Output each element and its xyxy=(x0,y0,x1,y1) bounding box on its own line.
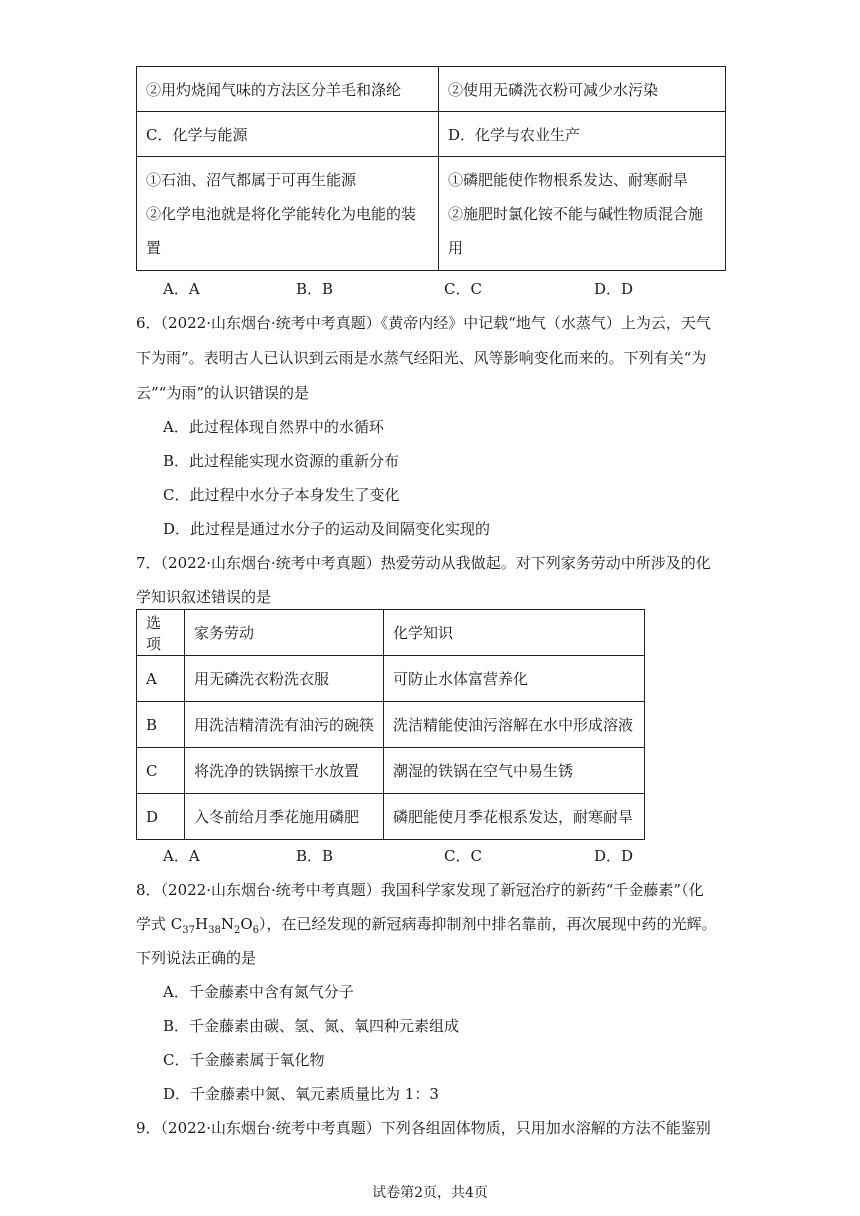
q7-row-d-housework: 入冬前给月季花施用磷肥 xyxy=(185,794,384,840)
q7-row-a-housework: 用无磷洗衣粉洗衣服 xyxy=(185,656,384,702)
q8-sub-o: 6 xyxy=(252,925,259,936)
q8-formula-n: N xyxy=(220,915,234,933)
q8-option-c: C．千金藤素属于氧化物 xyxy=(163,1051,325,1069)
q6-stem-line2: 下为雨”。表明古人已认识到云雨是水蒸气经阳光、风等影响变化而来的。下列有关“为 xyxy=(136,349,707,367)
q7-row-d-chemistry: 磷肥能使月季花根系发达，耐寒耐旱 xyxy=(384,794,645,840)
q5-option-c: C．C xyxy=(444,280,482,298)
q7-row-c-chemistry: 潮湿的铁锅在空气中易生锈 xyxy=(384,748,645,794)
q8-stem-line1: 8．（2022·山东烟台·统考中考真题）我国科学家发现了新冠治疗的新药“千金藤素”（化 xyxy=(136,881,704,899)
q7-stem-line1: 7．（2022·山东烟台·统考中考真题）热爱劳动从我做起。对下列家务劳动中所涉及的化 xyxy=(136,554,711,572)
table-row xyxy=(137,656,645,702)
q7-row-c-housework: 将洗净的铁锅擦干水放置 xyxy=(185,748,384,794)
q8-formula-prefix: 学式 C xyxy=(136,915,183,933)
q7-row-c-label: C xyxy=(137,748,185,794)
q5-row3-right-line1: ①磷肥能使作物根系发达、耐寒耐旱 xyxy=(448,170,689,189)
q8-stem-line3: 下列说法正确的是 xyxy=(136,949,257,967)
q5-row3-left xyxy=(137,157,439,271)
q7-header-chemistry: 化学知识 xyxy=(384,610,645,656)
q5-row1-right: ②使用无磷洗衣粉可减少水污染 xyxy=(439,67,726,112)
q5-row3-right-line2: ②施肥时氯化铵不能与碱性物质混合施 xyxy=(448,204,704,223)
q8-option-a: A．千金藤素中含有氮气分子 xyxy=(163,983,354,1001)
q5-row2-right: D．化学与农业生产 xyxy=(439,112,726,157)
q6-stem-line1: 6．（2022·山东烟台·统考中考真题）《黄帝内经》中记载“地气（水蒸气）上为云，天气 xyxy=(136,314,711,332)
q5-row3-right xyxy=(439,157,726,271)
q7-table xyxy=(136,609,645,840)
q7-row-d-label: D xyxy=(137,794,185,840)
q7-row-a-label: A xyxy=(137,656,185,702)
q7-header-option: 选项 xyxy=(137,610,185,656)
q7-option-a: A．A xyxy=(163,847,200,865)
q6-option-a: A．此过程体现自然界中的水循环 xyxy=(163,418,384,436)
q5-row1-left: ②用灼烧闻气味的方法区分羊毛和涤纶 xyxy=(137,67,439,112)
q5-row3-left-line3: 置 xyxy=(146,238,162,257)
q7-stem-line2: 学知识叙述错误的是 xyxy=(136,588,272,606)
q7-row-a-chemistry: 可防止水体富营养化 xyxy=(384,656,645,702)
q5-option-a: A．A xyxy=(163,280,200,298)
table-row xyxy=(137,794,645,840)
q8-option-d: D．千金藤素中氮、氧元素质量比为 1：3 xyxy=(163,1085,439,1103)
q8-formula-o: O xyxy=(240,915,253,933)
q6-option-b: B．此过程能实现水资源的重新分布 xyxy=(163,452,400,470)
q7-header-housework: 家务劳动 xyxy=(185,610,384,656)
q5-row3-left-line1: ①石油、沼气都属于可再生能源 xyxy=(146,170,357,189)
q5-table xyxy=(136,66,726,271)
q8-sub-c: 37 xyxy=(182,925,195,936)
q8-option-b: B．千金藤素由碳、氢、氮、氧四种元素组成 xyxy=(163,1017,460,1035)
q6-option-d: D．此过程是通过水分子的运动及间隔变化实现的 xyxy=(163,520,491,538)
q5-option-d: D．D xyxy=(594,280,634,298)
q6-stem-line3: 云”“为雨”的认识错误的是 xyxy=(136,384,310,402)
q6-option-c: C．此过程中水分子本身发生了变化 xyxy=(163,486,400,504)
q7-row-b-chemistry: 洗洁精能使油污溶解在水中形成溶液 xyxy=(384,702,645,748)
q7-row-b-label: B xyxy=(137,702,185,748)
q8-stem-line2 xyxy=(136,914,717,934)
q5-option-b: B．B xyxy=(296,280,334,298)
q9-stem-line1: 9．（2022·山东烟台·统考中考真题）下列各组固体物质，只用加水溶解的方法不能鉴别 xyxy=(136,1119,711,1137)
q8-stem-line2-suffix: ），在已经发现的新冠病毒抑制剂中排名靠前，再次展现中药的光辉。 xyxy=(259,915,717,933)
page-footer: 试卷第2页，共4页 xyxy=(372,1185,488,1201)
q7-option-d: D．D xyxy=(594,847,634,865)
table-row xyxy=(137,702,645,748)
q5-row3-right-line3: 用 xyxy=(448,238,464,257)
q5-row3-left-line2: ②化学电池就是将化学能转化为电能的装 xyxy=(146,204,417,223)
table-row xyxy=(137,748,645,794)
q7-option-b: B．B xyxy=(296,847,334,865)
q7-option-c: C．C xyxy=(444,847,482,865)
q8-sub-h: 38 xyxy=(208,925,221,936)
q5-row2-left: C．化学与能源 xyxy=(137,112,439,157)
q8-sub-n: 2 xyxy=(233,925,241,936)
q8-formula-h: H xyxy=(194,915,209,933)
q7-row-b-housework: 用洗洁精清洗有油污的碗筷 xyxy=(185,702,384,748)
